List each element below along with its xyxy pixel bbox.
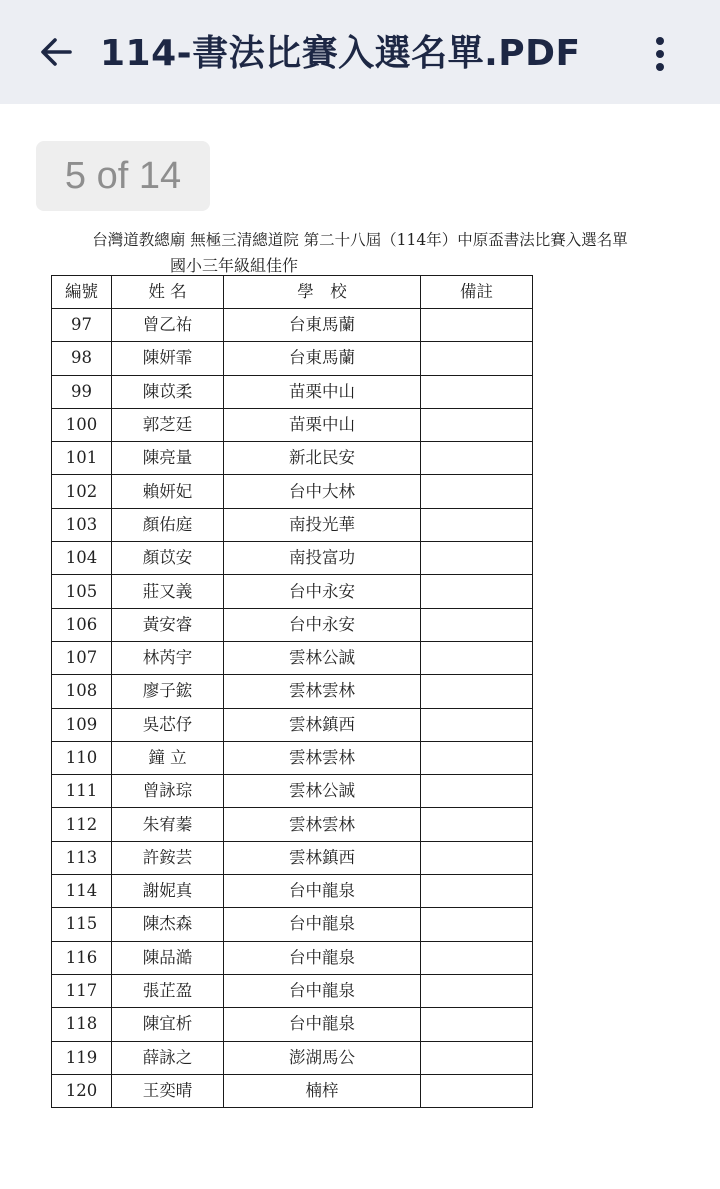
cell-school: 台中永安 bbox=[224, 608, 421, 641]
cell-note bbox=[421, 375, 533, 408]
cell-school: 雲林雲林 bbox=[224, 741, 421, 774]
cell-name: 陳品澔 bbox=[112, 941, 224, 974]
cell-name: 謝妮真 bbox=[112, 875, 224, 908]
cell-note bbox=[421, 475, 533, 508]
cell-name: 郭芝廷 bbox=[112, 408, 224, 441]
document-subheading: 國小三年級組佳作 bbox=[170, 256, 299, 275]
table-row bbox=[52, 408, 533, 441]
cell-number: 105 bbox=[52, 575, 112, 608]
cell-number: 101 bbox=[52, 442, 112, 475]
cell-school: 雲林公誠 bbox=[224, 775, 421, 808]
cell-number: 113 bbox=[52, 841, 112, 874]
cell-number: 119 bbox=[52, 1041, 112, 1074]
cell-note bbox=[421, 309, 533, 342]
roster-table bbox=[51, 275, 533, 1108]
cell-name: 陳亮量 bbox=[112, 442, 224, 475]
table-row bbox=[52, 1008, 533, 1041]
cell-number: 115 bbox=[52, 908, 112, 941]
cell-note bbox=[421, 342, 533, 375]
cell-school: 南投富功 bbox=[224, 542, 421, 575]
cell-school: 台中大林 bbox=[224, 475, 421, 508]
column-header-name: 姓 名 bbox=[112, 276, 224, 309]
cell-name: 曾乙祐 bbox=[112, 309, 224, 342]
table-row bbox=[52, 641, 533, 674]
cell-number: 114 bbox=[52, 875, 112, 908]
cell-name: 莊又義 bbox=[112, 575, 224, 608]
cell-number: 111 bbox=[52, 775, 112, 808]
cell-name: 顏佑庭 bbox=[112, 508, 224, 541]
cell-note bbox=[421, 675, 533, 708]
cell-name: 陳苡柔 bbox=[112, 375, 224, 408]
cell-name: 鐘 立 bbox=[112, 741, 224, 774]
cell-name: 黃安睿 bbox=[112, 608, 224, 641]
table-row bbox=[52, 508, 533, 541]
cell-number: 116 bbox=[52, 941, 112, 974]
table-row bbox=[52, 974, 533, 1007]
cell-name: 朱宥蓁 bbox=[112, 808, 224, 841]
cell-note bbox=[421, 575, 533, 608]
column-header-number: 編號 bbox=[52, 276, 112, 309]
cell-number: 106 bbox=[52, 608, 112, 641]
cell-school: 雲林雲林 bbox=[224, 675, 421, 708]
cell-name: 張芷盈 bbox=[112, 974, 224, 1007]
cell-note bbox=[421, 775, 533, 808]
cell-number: 104 bbox=[52, 542, 112, 575]
table-row bbox=[52, 808, 533, 841]
cell-note bbox=[421, 941, 533, 974]
cell-name: 薛詠之 bbox=[112, 1041, 224, 1074]
table-row bbox=[52, 875, 533, 908]
cell-note bbox=[421, 1008, 533, 1041]
cell-school: 台中龍泉 bbox=[224, 974, 421, 1007]
cell-name: 許銨芸 bbox=[112, 841, 224, 874]
cell-school: 澎湖馬公 bbox=[224, 1041, 421, 1074]
cell-number: 107 bbox=[52, 641, 112, 674]
back-button[interactable] bbox=[30, 24, 82, 80]
cell-note bbox=[421, 841, 533, 874]
cell-school: 台中永安 bbox=[224, 575, 421, 608]
table-row bbox=[52, 908, 533, 941]
table-row bbox=[52, 475, 533, 508]
cell-note bbox=[421, 641, 533, 674]
table-row bbox=[52, 741, 533, 774]
cell-number: 110 bbox=[52, 741, 112, 774]
cell-school: 雲林鎮西 bbox=[224, 708, 421, 741]
cell-note bbox=[421, 442, 533, 475]
cell-note bbox=[421, 808, 533, 841]
more-vertical-icon-dot bbox=[656, 50, 664, 58]
cell-school: 南投光華 bbox=[224, 508, 421, 541]
cell-note bbox=[421, 608, 533, 641]
cell-note bbox=[421, 408, 533, 441]
cell-name: 陳妍霏 bbox=[112, 342, 224, 375]
cell-school: 苗栗中山 bbox=[224, 375, 421, 408]
cell-number: 118 bbox=[52, 1008, 112, 1041]
column-header-school: 學 校 bbox=[224, 276, 421, 309]
cell-number: 120 bbox=[52, 1074, 112, 1107]
cell-note bbox=[421, 875, 533, 908]
arrow-left-icon bbox=[36, 32, 76, 72]
cell-name: 陳杰森 bbox=[112, 908, 224, 941]
cell-school: 台中龍泉 bbox=[224, 908, 421, 941]
cell-name: 王奕晴 bbox=[112, 1074, 224, 1107]
cell-school: 楠梓 bbox=[224, 1074, 421, 1107]
cell-note bbox=[421, 974, 533, 1007]
cell-number: 99 bbox=[52, 375, 112, 408]
cell-school: 台中龍泉 bbox=[224, 941, 421, 974]
table-row bbox=[52, 309, 533, 342]
document-title-bar: 114-書法比賽入選名單.PDF bbox=[100, 33, 581, 74]
cell-school: 雲林公誠 bbox=[224, 641, 421, 674]
cell-note bbox=[421, 708, 533, 741]
table-row bbox=[52, 941, 533, 974]
cell-name: 吳芯伃 bbox=[112, 708, 224, 741]
table-row bbox=[52, 542, 533, 575]
cell-school: 台中龍泉 bbox=[224, 875, 421, 908]
cell-note bbox=[421, 1041, 533, 1074]
cell-note bbox=[421, 542, 533, 575]
column-header-note: 備註 bbox=[421, 276, 533, 309]
table-row bbox=[52, 708, 533, 741]
more-options-button[interactable] bbox=[636, 28, 684, 80]
table-row bbox=[52, 342, 533, 375]
cell-number: 117 bbox=[52, 974, 112, 1007]
table-row bbox=[52, 575, 533, 608]
page-indicator: 5 of 14 bbox=[36, 141, 210, 211]
cell-school: 台東馬蘭 bbox=[224, 342, 421, 375]
cell-number: 108 bbox=[52, 675, 112, 708]
cell-note bbox=[421, 508, 533, 541]
document-heading: 台灣道教總廟 無極三清總道院 第二十八屆（114年）中原盃書法比賽入選名單 bbox=[92, 231, 628, 249]
more-vertical-icon bbox=[656, 37, 664, 45]
table-row bbox=[52, 675, 533, 708]
table-row bbox=[52, 1074, 533, 1107]
cell-number: 112 bbox=[52, 808, 112, 841]
cell-name: 顏苡安 bbox=[112, 542, 224, 575]
cell-number: 97 bbox=[52, 309, 112, 342]
table-row bbox=[52, 608, 533, 641]
cell-name: 廖子鋐 bbox=[112, 675, 224, 708]
cell-school: 雲林雲林 bbox=[224, 808, 421, 841]
cell-name: 陳宜析 bbox=[112, 1008, 224, 1041]
app-bar bbox=[0, 0, 720, 104]
cell-number: 103 bbox=[52, 508, 112, 541]
cell-school: 雲林鎮西 bbox=[224, 841, 421, 874]
cell-school: 苗栗中山 bbox=[224, 408, 421, 441]
cell-school: 台東馬蘭 bbox=[224, 309, 421, 342]
more-vertical-icon-dot bbox=[656, 63, 664, 71]
cell-name: 賴妍妃 bbox=[112, 475, 224, 508]
table-row bbox=[52, 775, 533, 808]
cell-name: 曾詠琮 bbox=[112, 775, 224, 808]
cell-number: 100 bbox=[52, 408, 112, 441]
table-row bbox=[52, 442, 533, 475]
cell-number: 98 bbox=[52, 342, 112, 375]
table-row bbox=[52, 841, 533, 874]
cell-school: 台中龍泉 bbox=[224, 1008, 421, 1041]
cell-number: 109 bbox=[52, 708, 112, 741]
cell-name: 林芮宇 bbox=[112, 641, 224, 674]
cell-note bbox=[421, 908, 533, 941]
cell-number: 102 bbox=[52, 475, 112, 508]
cell-school: 新北民安 bbox=[224, 442, 421, 475]
table-header-row bbox=[52, 276, 533, 309]
table-row bbox=[52, 1041, 533, 1074]
cell-note bbox=[421, 741, 533, 774]
cell-note bbox=[421, 1074, 533, 1107]
table-row bbox=[52, 375, 533, 408]
